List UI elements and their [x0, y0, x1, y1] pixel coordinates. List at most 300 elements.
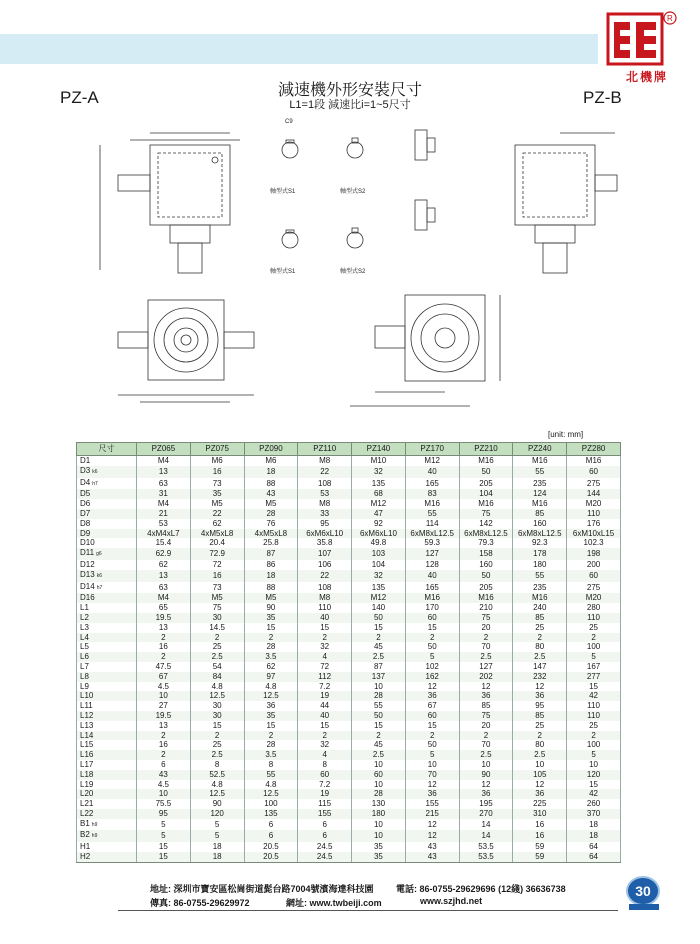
- table-cell: 103: [352, 548, 406, 560]
- row-label: [77, 830, 137, 842]
- footer-website-2: www.szjhd.net: [420, 896, 483, 906]
- table-cell: 2: [298, 633, 352, 643]
- table-cell: 275: [567, 582, 621, 594]
- table-cell: 8: [190, 760, 244, 770]
- table-cell: 87: [352, 662, 406, 672]
- table-cell: 95: [298, 519, 352, 529]
- table-cell: 24.5: [298, 852, 352, 862]
- table-cell: 18: [244, 570, 298, 582]
- model-label-pz-a: PZ-A: [60, 88, 99, 107]
- row-label: [77, 623, 137, 633]
- row-label-text: L16: [80, 750, 94, 760]
- table-cell: 13: [137, 570, 191, 582]
- table-cell: 2: [352, 633, 406, 643]
- table-cell: M16: [513, 456, 567, 466]
- table-cell: 4.8: [244, 780, 298, 790]
- table-cell: 4.5: [137, 780, 191, 790]
- table-cell: 2: [513, 731, 567, 741]
- row-label: [77, 570, 137, 582]
- table-cell: 277: [567, 672, 621, 682]
- table-cell: 6: [244, 830, 298, 842]
- table-cell: 4xM4xL7: [137, 529, 191, 539]
- table-cell: 13: [137, 623, 191, 633]
- table-cell: 52.5: [190, 770, 244, 780]
- table-cell: 85: [513, 613, 567, 623]
- table-cell: 112: [298, 672, 352, 682]
- table-row: [77, 456, 621, 466]
- table-cell: 59.3: [405, 538, 459, 548]
- col-header: PZ065: [137, 443, 191, 456]
- table-row: [77, 731, 621, 741]
- table-cell: 10: [352, 830, 406, 842]
- row-label-text: L19: [80, 779, 94, 789]
- row-label: [77, 509, 137, 519]
- table-cell: 12: [405, 819, 459, 831]
- table-cell: 80: [513, 740, 567, 750]
- table-cell: 65: [137, 603, 191, 613]
- table-cell: 35: [190, 489, 244, 499]
- table-cell: 28: [244, 740, 298, 750]
- col-header: PZ075: [190, 443, 244, 456]
- table-cell: 12.5: [190, 789, 244, 799]
- row-label-text: D6: [80, 499, 91, 509]
- table-cell: 105: [513, 770, 567, 780]
- drawing-label-s1-bottom: 軸型式S1: [270, 269, 296, 275]
- table-cell: M20: [567, 499, 621, 509]
- table-cell: 2.5: [513, 652, 567, 662]
- table-cell: 75: [459, 613, 513, 623]
- table-cell: 67: [137, 672, 191, 682]
- table-cell: 45: [352, 642, 406, 652]
- table-cell: 108: [298, 478, 352, 490]
- table-row: [77, 623, 621, 633]
- table-cell: M16: [459, 499, 513, 509]
- table-row: [77, 740, 621, 750]
- table-cell: 68: [352, 489, 406, 499]
- table-cell: 31: [137, 489, 191, 499]
- table-cell: 35: [352, 842, 406, 852]
- pz-a-side-view: [100, 133, 240, 273]
- col-header: PZ090: [244, 443, 298, 456]
- table-cell: 97: [244, 672, 298, 682]
- table-cell: 12: [459, 780, 513, 790]
- table-cell: 10: [459, 760, 513, 770]
- row-label-text: D3: [80, 465, 91, 475]
- row-label: [77, 499, 137, 509]
- table-cell: 21: [137, 509, 191, 519]
- table-cell: 6: [298, 830, 352, 842]
- table-cell: M8: [298, 593, 352, 603]
- row-label-text: L2: [80, 612, 89, 622]
- table-cell: 10: [567, 760, 621, 770]
- row-label: [77, 560, 137, 570]
- table-cell: 15: [352, 623, 406, 633]
- table-row: [77, 603, 621, 613]
- table-cell: 124: [513, 489, 567, 499]
- table-cell: 5: [137, 819, 191, 831]
- table-cell: 10: [137, 691, 191, 701]
- table-cell: 2: [352, 731, 406, 741]
- table-cell: 44: [298, 701, 352, 711]
- row-tolerance: g6: [96, 551, 102, 558]
- table-cell: M6: [244, 456, 298, 466]
- table-cell: 62: [137, 560, 191, 570]
- table-cell: 12: [405, 780, 459, 790]
- unit-note: [unit: mm]: [548, 430, 584, 439]
- row-label: [77, 770, 137, 780]
- row-label-text: D10: [80, 538, 95, 548]
- table-cell: 14: [459, 819, 513, 831]
- table-cell: 270: [459, 809, 513, 819]
- table-cell: M6: [190, 456, 244, 466]
- table-cell: M16: [513, 499, 567, 509]
- table-cell: 16: [190, 466, 244, 478]
- table-cell: 2: [137, 633, 191, 643]
- row-label-text: L3: [80, 622, 89, 632]
- table-cell: 25: [513, 623, 567, 633]
- table-cell: M5: [190, 499, 244, 509]
- row-label: [77, 731, 137, 741]
- table-cell: 28: [244, 642, 298, 652]
- drawing-label-c9: C9: [285, 119, 293, 125]
- table-cell: 35: [244, 613, 298, 623]
- table-cell: 2.5: [352, 652, 406, 662]
- row-label-text: L21: [80, 799, 94, 809]
- table-cell: 16: [137, 642, 191, 652]
- table-cell: 158: [459, 548, 513, 560]
- table-cell: 25: [567, 721, 621, 731]
- table-cell: 42: [567, 789, 621, 799]
- page-title: 減速機外形安裝尺寸: [277, 82, 422, 99]
- table-cell: 6xM10xL15: [567, 529, 621, 539]
- table-cell: 45: [352, 740, 406, 750]
- row-label-text: L6: [80, 652, 89, 662]
- table-cell: 5: [405, 750, 459, 760]
- table-cell: 36: [405, 789, 459, 799]
- table-cell: 160: [513, 519, 567, 529]
- table-cell: 30: [190, 701, 244, 711]
- footer-website-1: 網址: www.twbeiji.com: [286, 898, 382, 908]
- table-row: [77, 652, 621, 662]
- pz-b-flange-view: [350, 295, 500, 406]
- table-cell: 87: [244, 548, 298, 560]
- table-cell: 4.8: [190, 780, 244, 790]
- row-label: [77, 466, 137, 478]
- table-cell: 2.5: [190, 652, 244, 662]
- table-cell: 76: [244, 519, 298, 529]
- row-label-text: D12: [80, 559, 95, 569]
- table-cell: 135: [352, 478, 406, 490]
- table-cell: 8: [298, 760, 352, 770]
- table-row: [77, 478, 621, 490]
- table-cell: 25: [190, 642, 244, 652]
- table-cell: 43: [405, 842, 459, 852]
- table-row: [77, 548, 621, 560]
- table-cell: 73: [190, 582, 244, 594]
- table-cell: 72.9: [190, 548, 244, 560]
- table-cell: 22: [298, 570, 352, 582]
- table-cell: 60: [405, 711, 459, 721]
- table-cell: 2.5: [352, 750, 406, 760]
- table-cell: 106: [298, 560, 352, 570]
- table-cell: 155: [298, 809, 352, 819]
- table-cell: 2: [567, 633, 621, 643]
- row-label: [77, 642, 137, 652]
- table-cell: 30: [190, 613, 244, 623]
- table-cell: 128: [405, 560, 459, 570]
- table-cell: 2: [244, 633, 298, 643]
- row-label: [77, 489, 137, 499]
- table-cell: 54: [190, 662, 244, 672]
- table-cell: 5: [567, 652, 621, 662]
- table-row: [77, 560, 621, 570]
- table-cell: 15: [567, 780, 621, 790]
- row-label: [77, 789, 137, 799]
- col-header: 尺寸: [77, 443, 137, 456]
- table-cell: 5: [190, 830, 244, 842]
- table-cell: 235: [513, 582, 567, 594]
- table-cell: 25: [190, 740, 244, 750]
- table-cell: M16: [405, 499, 459, 509]
- table-header-row: [77, 443, 621, 456]
- row-tolerance: k6: [92, 468, 98, 475]
- table-cell: M20: [567, 593, 621, 603]
- table-cell: 108: [298, 582, 352, 594]
- pz-a-flange-view: [118, 300, 254, 402]
- table-cell: 27: [137, 701, 191, 711]
- table-cell: 36: [459, 789, 513, 799]
- table-cell: 100: [244, 799, 298, 809]
- table-cell: 59: [513, 852, 567, 862]
- table-cell: 47: [352, 509, 406, 519]
- table-cell: 83: [405, 489, 459, 499]
- table-cell: 36: [513, 691, 567, 701]
- table-cell: 63: [137, 478, 191, 490]
- table-cell: 102: [405, 662, 459, 672]
- drawing-label-s2-top: 軸型式S2: [340, 189, 366, 195]
- table-cell: 210: [459, 603, 513, 613]
- table-cell: 16: [190, 570, 244, 582]
- table-cell: 55: [513, 570, 567, 582]
- table-cell: 7.2: [298, 780, 352, 790]
- table-cell: 47.5: [137, 662, 191, 672]
- table-cell: 35: [352, 852, 406, 862]
- row-label: [77, 672, 137, 682]
- table-cell: 15: [405, 721, 459, 731]
- table-cell: M5: [190, 593, 244, 603]
- row-label: [77, 548, 137, 560]
- table-cell: 19: [298, 789, 352, 799]
- table-cell: 15: [298, 721, 352, 731]
- table-cell: 70: [459, 642, 513, 652]
- table-cell: M16: [405, 593, 459, 603]
- table-cell: 110: [567, 613, 621, 623]
- footer-phone: 電話: 86-0755-29629696 (12綫) 36636738: [396, 884, 566, 894]
- table-row: [77, 538, 621, 548]
- row-label: [77, 652, 137, 662]
- table-cell: 12: [459, 682, 513, 692]
- table-cell: 5: [405, 652, 459, 662]
- table-cell: 16: [137, 740, 191, 750]
- table-cell: 198: [567, 548, 621, 560]
- col-header: PZ140: [352, 443, 406, 456]
- table-row: [77, 682, 621, 692]
- table-row: [77, 770, 621, 780]
- table-row: [77, 701, 621, 711]
- table-cell: 49.8: [352, 538, 406, 548]
- table-cell: 240: [513, 603, 567, 613]
- table-cell: M16: [567, 456, 621, 466]
- table-cell: 43: [137, 770, 191, 780]
- table-row: [77, 780, 621, 790]
- table-cell: 10: [137, 789, 191, 799]
- table-cell: 4: [298, 652, 352, 662]
- row-label: [77, 842, 137, 852]
- table-cell: 5: [190, 819, 244, 831]
- row-label-text: H2: [80, 852, 91, 862]
- table-cell: 6xM8xL12.5: [405, 529, 459, 539]
- table-cell: 167: [567, 662, 621, 672]
- table-cell: 107: [298, 548, 352, 560]
- footer-address: 地址: 深圳市寶安區松崗街道髭台路7004號濱海達科技園: [150, 884, 374, 894]
- table-cell: 110: [567, 711, 621, 721]
- table-cell: 84: [190, 672, 244, 682]
- table-cell: 72: [298, 662, 352, 672]
- table-cell: 50: [405, 642, 459, 652]
- table-cell: M16: [459, 456, 513, 466]
- table-cell: 165: [405, 478, 459, 490]
- row-label: [77, 809, 137, 819]
- table-row: [77, 721, 621, 731]
- row-label: [77, 721, 137, 731]
- table-cell: 20: [459, 721, 513, 731]
- table-cell: M10: [352, 456, 406, 466]
- table-cell: 32: [352, 466, 406, 478]
- page-number-bar: [629, 904, 659, 910]
- table-cell: 88: [244, 582, 298, 594]
- table-cell: 53.5: [459, 842, 513, 852]
- table-cell: 55: [405, 509, 459, 519]
- table-cell: 18: [190, 852, 244, 862]
- table-cell: 28: [244, 509, 298, 519]
- row-label: [77, 529, 137, 539]
- table-cell: 15: [567, 682, 621, 692]
- table-cell: 8: [244, 760, 298, 770]
- table-cell: 215: [405, 809, 459, 819]
- table-cell: 275: [567, 478, 621, 490]
- table-cell: 40: [298, 711, 352, 721]
- row-tolerance: h7: [96, 584, 103, 591]
- table-cell: 32: [352, 570, 406, 582]
- table-cell: 4xM5xL8: [190, 529, 244, 539]
- row-label: [77, 819, 137, 831]
- row-tolerance: h9: [91, 821, 98, 828]
- table-cell: 40: [298, 613, 352, 623]
- table-cell: 19.5: [137, 711, 191, 721]
- table-cell: M12: [352, 593, 406, 603]
- row-tolerance: h9: [91, 833, 98, 840]
- table-cell: M4: [137, 593, 191, 603]
- table-cell: M5: [244, 593, 298, 603]
- table-cell: 70: [405, 770, 459, 780]
- row-label-text: B2: [80, 830, 90, 840]
- footer-fax: 傳真: 86-0755-29629972: [150, 898, 250, 908]
- row-label: [77, 662, 137, 672]
- table-cell: 120: [190, 809, 244, 819]
- table-row: [77, 499, 621, 509]
- table-cell: 60: [567, 570, 621, 582]
- table-cell: 6xM8xL12.5: [513, 529, 567, 539]
- table-row: [77, 691, 621, 701]
- table-cell: 2: [459, 633, 513, 643]
- row-label: [77, 799, 137, 809]
- table-row: [77, 593, 621, 603]
- table-cell: 18: [567, 819, 621, 831]
- table-cell: 12.5: [244, 789, 298, 799]
- table-cell: 50: [352, 711, 406, 721]
- table-cell: 85: [459, 701, 513, 711]
- table-cell: 50: [352, 613, 406, 623]
- table-cell: 6: [298, 819, 352, 831]
- table-row: [77, 819, 621, 831]
- key-detail: [415, 130, 435, 230]
- table-cell: 225: [513, 799, 567, 809]
- table-cell: 370: [567, 809, 621, 819]
- table-cell: 19: [298, 691, 352, 701]
- table-cell: 13: [137, 721, 191, 731]
- table-cell: 20.5: [244, 842, 298, 852]
- row-label-text: L4: [80, 632, 89, 642]
- row-label-text: L7: [80, 661, 89, 671]
- table-cell: 110: [567, 701, 621, 711]
- table-cell: 14.5: [190, 623, 244, 633]
- table-cell: 19.5: [137, 613, 191, 623]
- table-cell: 35.8: [298, 538, 352, 548]
- table-cell: 15: [190, 721, 244, 731]
- svg-text:R: R: [667, 14, 673, 23]
- table-row: [77, 466, 621, 478]
- table-cell: 20.5: [244, 852, 298, 862]
- table-cell: 10: [513, 760, 567, 770]
- table-cell: 162: [405, 672, 459, 682]
- drawing-label-s1-top: 軸型式S1: [270, 189, 296, 195]
- table-cell: 142: [459, 519, 513, 529]
- model-label-pz-b: PZ-B: [583, 88, 622, 107]
- table-cell: 2: [137, 652, 191, 662]
- table-cell: 137: [352, 672, 406, 682]
- row-label: [77, 456, 137, 466]
- row-tolerance: k6: [96, 572, 102, 579]
- brand-name: 北機牌: [625, 70, 668, 84]
- table-cell: M12: [405, 456, 459, 466]
- table-cell: 62.9: [137, 548, 191, 560]
- col-header: PZ280: [567, 443, 621, 456]
- table-row: [77, 489, 621, 499]
- row-label: [77, 760, 137, 770]
- table-cell: 4.8: [244, 682, 298, 692]
- technical-drawings: [0, 0, 700, 440]
- table-cell: 35: [244, 711, 298, 721]
- table-cell: 2: [567, 731, 621, 741]
- row-label-text: L9: [80, 681, 89, 691]
- table-cell: 90: [459, 770, 513, 780]
- row-label-text: L15: [80, 740, 94, 750]
- row-label-text: H1: [80, 842, 91, 852]
- col-header: PZ170: [405, 443, 459, 456]
- table-cell: 90: [190, 799, 244, 809]
- table-cell: 15.4: [137, 538, 191, 548]
- table-cell: 43: [244, 489, 298, 499]
